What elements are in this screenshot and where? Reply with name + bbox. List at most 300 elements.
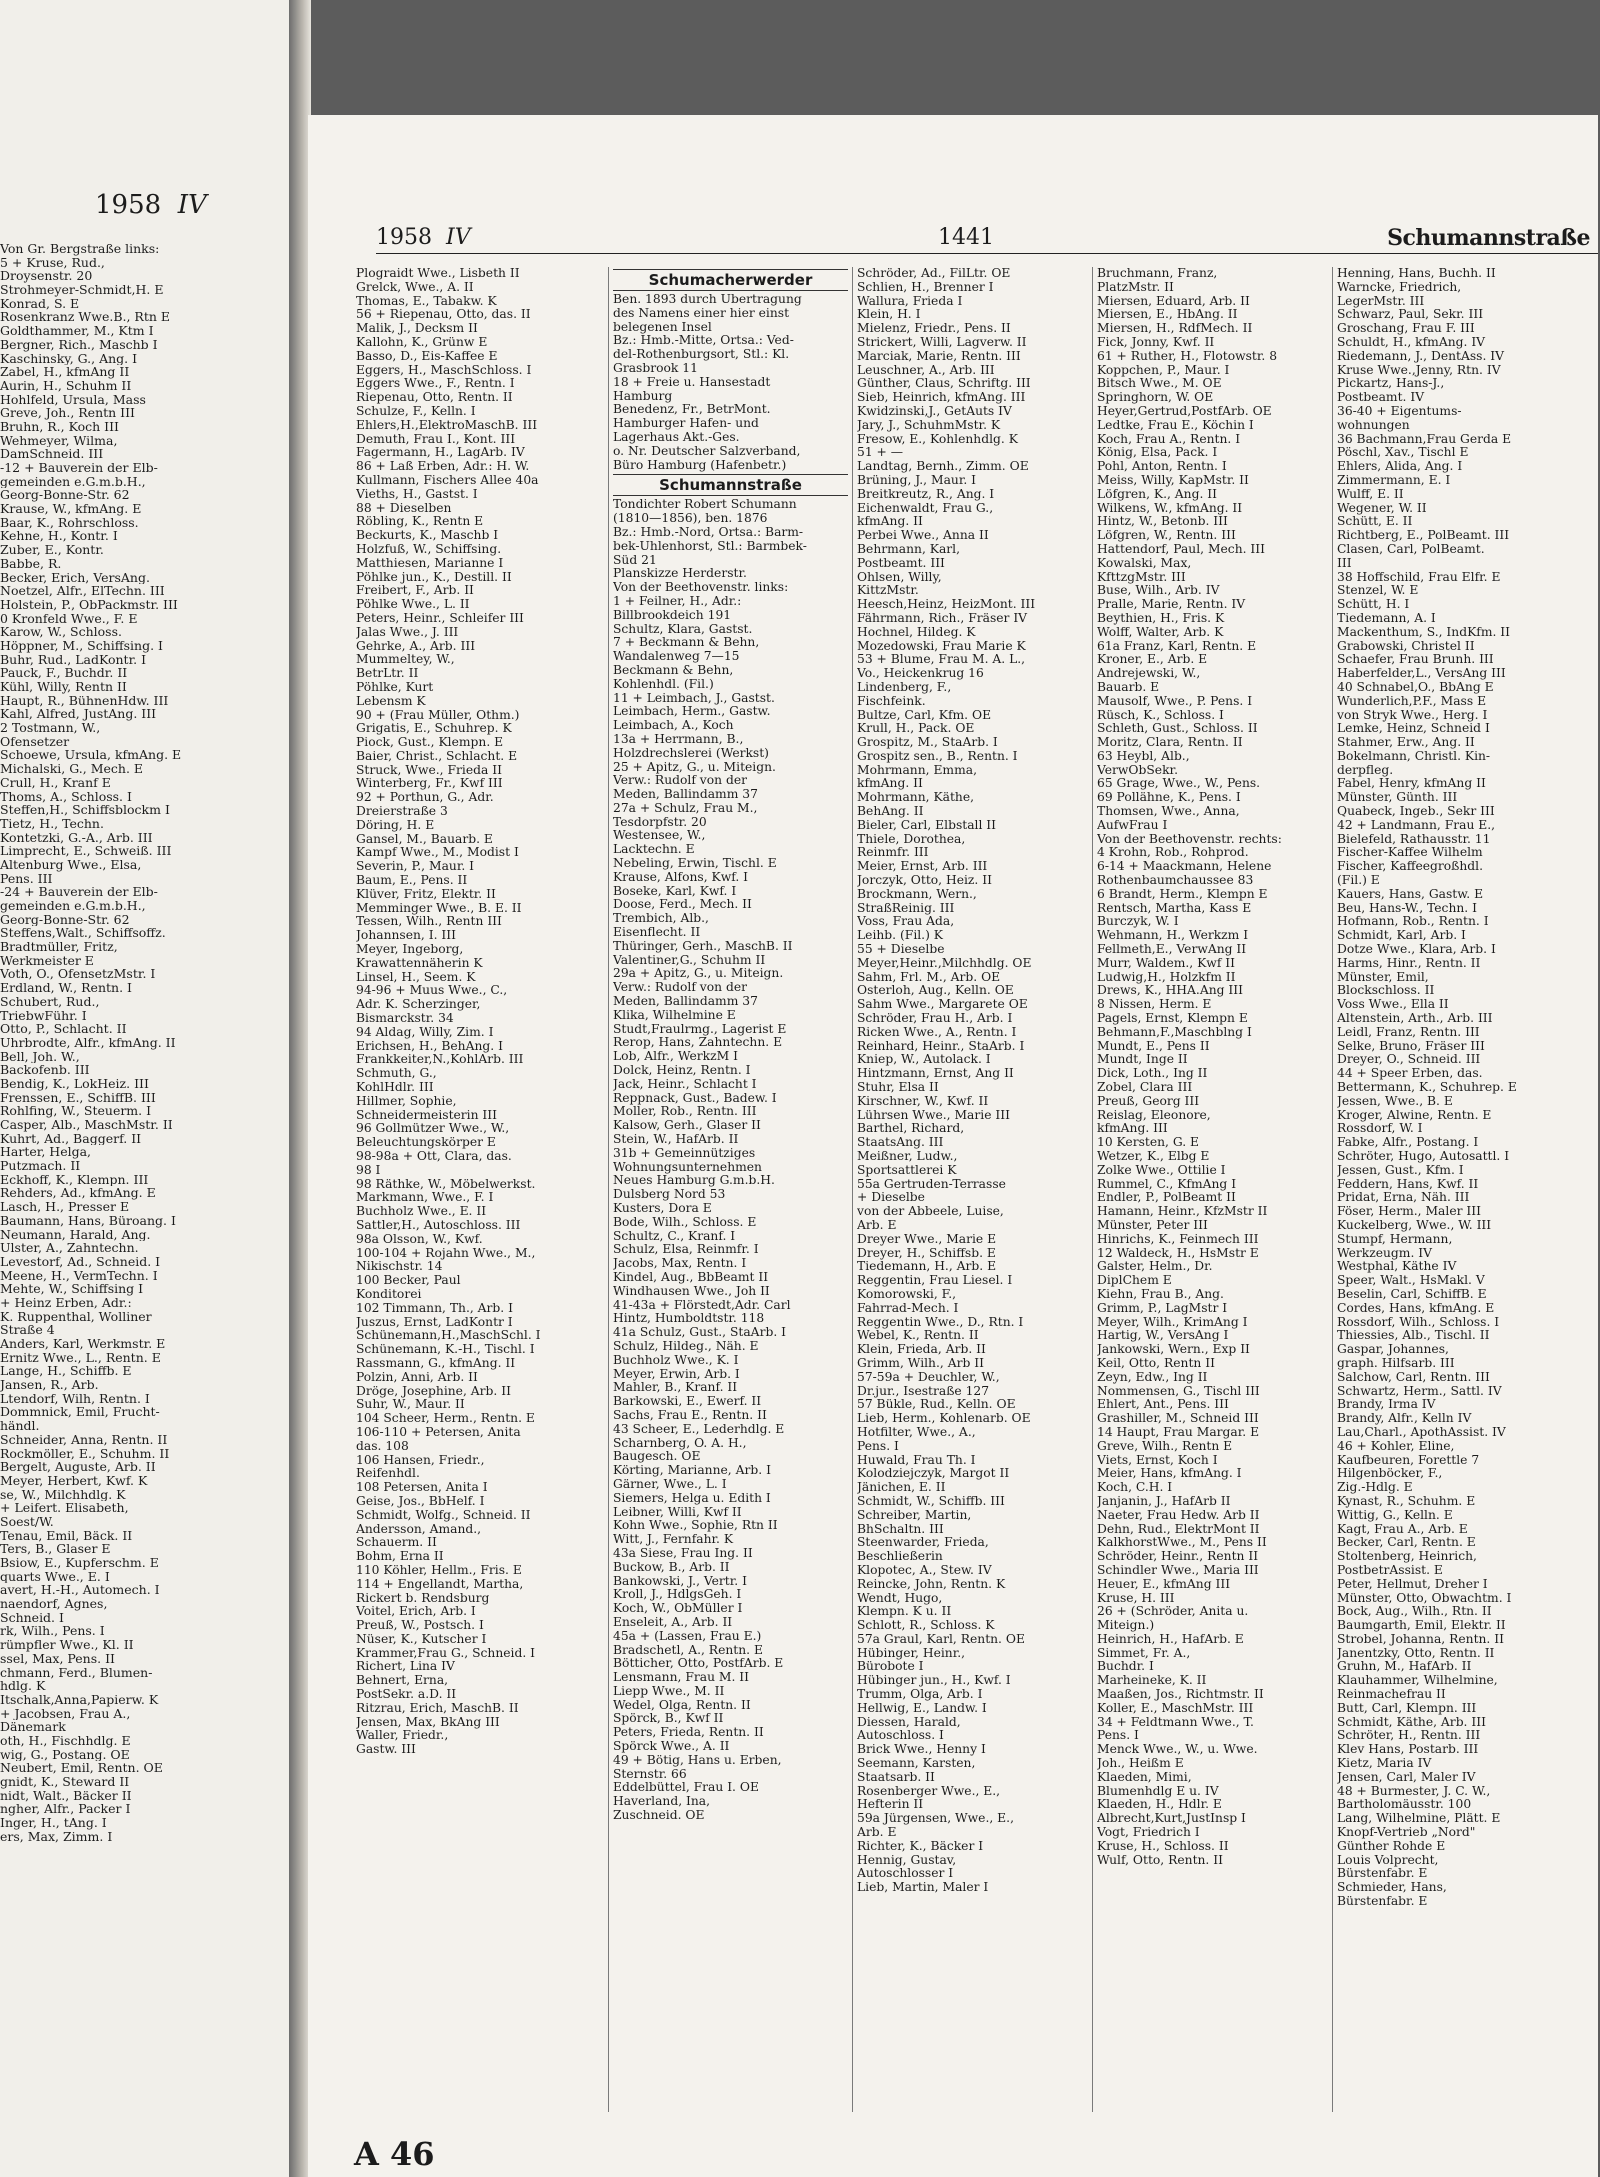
left-entry-line: Mehte, W., Schiffsing I	[0, 1282, 144, 1296]
left-entry-line: + Jacobsen, Frau A.,	[0, 1706, 131, 1721]
entry-line: Kusters, Dora E	[613, 1202, 712, 1215]
left-entry-line: Altenburg Wwe., Elsa,	[0, 857, 142, 872]
entry-line: Leimbach, Herm., Gastw.	[613, 705, 771, 719]
entry-line: Hamburg	[613, 389, 673, 403]
entry-line: Strobel, Johanna, Rentn. II	[1337, 1632, 1504, 1646]
entry-line: Lieb, Martin, Maler I	[857, 1881, 989, 1895]
entry-line: Rickert b. Rendsburg	[356, 1591, 490, 1605]
entry-line: Stuhr, Elsa II	[857, 1081, 939, 1095]
entry-line: Münster, Günth. III	[1337, 791, 1458, 805]
entry-line: Schmieder, Hans,	[1337, 1881, 1447, 1895]
entry-line: Kirschner, W., Kwf. II	[857, 1094, 989, 1108]
entry-line: Reinmachefrau II	[1337, 1688, 1446, 1702]
entry-line: Voss, Frau Ada,	[857, 915, 955, 929]
entry-line: Hillmer, Sophie,	[356, 1094, 457, 1108]
left-entry-line: Werkmeister E	[0, 953, 94, 968]
entry-line: kfmAng. III	[1097, 1122, 1168, 1136]
entry-line: Ohlsen, Willy,	[857, 570, 942, 584]
left-entry-line: Von Gr. Bergstraße links:	[0, 242, 160, 256]
entry-line: 106 Hansen, Friedr.,	[356, 1453, 485, 1467]
entry-line: Fahrrad-Mech. I	[857, 1301, 959, 1315]
entry-line: VerwObSekr.	[1097, 763, 1178, 777]
entry-line: Gaspar, Johannes,	[1337, 1343, 1449, 1357]
left-entry-line: Droysenstr. 20	[0, 269, 93, 284]
entry-line: Leihb. (Fil.) K	[857, 929, 943, 943]
page-footer-mark: A 46	[354, 2135, 435, 2173]
entry-line: 34 + Feldtmann Wwe., T.	[1097, 1715, 1254, 1729]
left-entry-line: Bradtmüller, Fritz,	[0, 940, 118, 954]
right-page-header	[376, 225, 1598, 254]
entry-line: Schröder, Ad., FilLtr. OE	[857, 267, 1011, 280]
entry-line: Feddern, Hans, Kwf. II	[1337, 1177, 1479, 1191]
entry-line: Ludwig,H., Holzkfm II	[1097, 970, 1236, 984]
entry-line: 110 Köhler, Hellm., Fris. E	[356, 1563, 522, 1577]
entry-line: Trumm, Olga, Arb. I	[857, 1688, 983, 1702]
entry-line: Fellmeth,E., VerwAng II	[1097, 943, 1247, 957]
entry-line: BehAng. II	[857, 805, 924, 819]
entry-line: 13a + Herrmann, B.,	[613, 732, 744, 746]
entry-line: Marheineke, K. II	[1097, 1674, 1207, 1688]
entry-line: Mohrmann, Emma,	[857, 763, 977, 777]
left-entry-line: 5 + Kruse, Rud.,	[0, 255, 105, 270]
entry-line: Siemers, Helga u. Edith I	[613, 1491, 771, 1505]
entry-line: Münster, Peter III	[1097, 1218, 1208, 1232]
entry-line: Hamburger Hafen- und	[613, 417, 759, 431]
entry-line: Greve, Wilh., Rentn E	[1097, 1439, 1233, 1453]
entry-line: 41-43a + Flörstedt,Adr. Carl	[613, 1298, 791, 1312]
left-entry-line: Itschalk,Anna,Papierw. K	[0, 1692, 159, 1707]
entry-line: PlatzMstr. II	[1097, 280, 1174, 294]
entry-line: Bokelmann, Christl. Kin-	[1337, 749, 1491, 763]
left-entry-line: TriebwFühr. I	[0, 1008, 87, 1023]
entry-line: Schmuth, G.,	[356, 1067, 437, 1081]
entry-line: Hintz, Humboldtstr. 118	[613, 1312, 765, 1326]
left-entry-line: Michalski, G., Mech. E	[0, 762, 144, 776]
entry-line: Memminger Wwe., B. E. II	[356, 901, 522, 915]
entry-line: Bradschetl, A., Rentn. E	[613, 1643, 763, 1657]
entry-line: Haberfelder,L., VersAng III	[1337, 667, 1506, 681]
entry-line: Kniep, W., Autolack. I	[857, 1053, 991, 1067]
entry-line: Grigatis, E., Schuhrep. K	[356, 722, 512, 736]
street-section-heading: Schumacherwerder	[613, 269, 848, 291]
entry-line: Reifenhdl.	[356, 1467, 420, 1481]
entry-line: Döring, H. E	[356, 818, 435, 832]
left-entry-line: Holstein, P., ObPackmstr. III	[0, 597, 178, 612]
left-entry-line: Becker, Erich, VersAng.	[0, 570, 150, 585]
entry-line: Heesch,Heinz, HeizMont. III	[857, 598, 1036, 612]
entry-line: Reincke, John, Rentn. K	[857, 1577, 1006, 1591]
entry-line: Wedel, Olga, Rentn. II	[613, 1698, 751, 1712]
entry-line: Voitel, Erich, Arb. I	[356, 1605, 476, 1619]
entry-line: KalkhorstWwe., M., Pens II	[1097, 1536, 1267, 1550]
entry-line: Heyer,Gertrud,PostfArb. OE	[1097, 404, 1272, 418]
entry-line: Dreyer, O., Schneid. III	[1337, 1053, 1481, 1067]
entry-line: 12 Waldeck, H., HsMstr E	[1097, 1246, 1259, 1260]
entry-line: Strickert, Willi, Lagverw. II	[857, 335, 1027, 349]
entry-line: Rossdorf, Wilh., Schloss. I	[1337, 1315, 1500, 1329]
entry-line: Wetzer, K., Elbg E	[1097, 1150, 1210, 1163]
entry-line: Albrecht,Kurt,JustInsp I	[1097, 1812, 1246, 1826]
entry-line: 92 + Porthun, G., Adr.	[356, 791, 494, 805]
left-entry-line: Buhr, Rud., LadKontr. I	[0, 652, 147, 667]
entry-line: Thiele, Dorothea,	[857, 832, 966, 846]
entry-line: Grasbrook 11	[613, 361, 698, 375]
left-entry-line: Greve, Joh., Rentn III	[0, 406, 135, 420]
entry-line: Andersson, Amand.,	[356, 1522, 482, 1536]
entry-line: Münster, Emil,	[1337, 970, 1429, 984]
entry-line: Viets, Ernst, Koch I	[1097, 1453, 1218, 1467]
entry-line: 88 + Dieselben	[356, 501, 452, 515]
left-entry-line: Inger, H., tAng. I	[0, 1816, 107, 1830]
entry-line: Kroner, E., Arb. E	[1097, 653, 1208, 667]
entry-line: Schindler Wwe., Maria III	[1097, 1563, 1259, 1577]
entry-line: Bz.: Hmb.-Nord, Ortsa.: Barm-	[613, 525, 804, 539]
left-entry-line: wig, G., Postang. OE	[0, 1747, 130, 1762]
left-entry-line: Rosenkranz Wwe.B., Rtn E	[0, 310, 171, 325]
left-entry-line: Rehders, Ad., kfmAng. E	[0, 1186, 156, 1201]
entry-line: Holzdrechslerei (Werkst)	[613, 746, 769, 760]
entry-line: Bz.: Hmb.-Mitte, Ortsa.: Ved-	[613, 334, 794, 348]
entry-line: Malik, J., Decksm II	[356, 322, 478, 336]
left-entry-line: Backofenb. III	[0, 1063, 90, 1077]
left-entry-line: Ernitz Wwe., L., Rentn. E	[0, 1350, 161, 1365]
entry-line: Zig.-Hdlg. E	[1337, 1481, 1413, 1495]
entry-line: Süd 21	[613, 553, 657, 567]
entry-line: Klempn. K u. II	[857, 1605, 952, 1619]
entry-line: Reinhard, Heinr., StaArb. I	[857, 1039, 1025, 1053]
entry-line: Miteign.)	[1097, 1619, 1155, 1633]
left-entry-line: oth, H., Fischhdlg. E	[0, 1733, 131, 1748]
entry-line: Rossdorf, W. I	[1337, 1122, 1423, 1136]
entry-line: 31b + Gemeinnütziges	[613, 1146, 756, 1160]
entry-line: Suhr, W., Maur. II	[356, 1398, 465, 1412]
entry-line: Klein, H. I	[857, 308, 921, 322]
entry-line: Kagt, Frau A., Arb. E	[1337, 1522, 1468, 1536]
entry-line: Gärner, Wwe., L. I	[613, 1477, 727, 1491]
entry-line: Wittig, G., Kelln. E	[1337, 1508, 1453, 1522]
entry-line: Kuckelberg, Wwe., W. III	[1337, 1218, 1492, 1232]
entry-line: Mohrmann, Käthe,	[857, 791, 975, 805]
entry-line: Werkzeugm. IV	[1337, 1246, 1433, 1260]
left-entry-line: Steffen,H., Schiffsblockm I	[0, 803, 170, 817]
entry-line: Mozedowski, Frau Marie K	[857, 639, 1026, 653]
entry-line: 100-104 + Rojahn Wwe., M.,	[356, 1246, 536, 1260]
entry-line: Ledtke, Frau E., Köchin I	[1097, 418, 1254, 432]
entry-line: LegerMstr. III	[1337, 294, 1425, 308]
entry-line: Schmidt, W., Schiffb. III	[857, 1494, 1005, 1508]
entry-line: 14 Haupt, Frau Margar. E	[1097, 1425, 1260, 1439]
entry-line: Hamann, Heinr., KfzMstr II	[1097, 1205, 1268, 1219]
entry-line: Bankowski, J., Vertr. I	[613, 1574, 747, 1588]
entry-line: 100 Becker, Paul	[356, 1274, 461, 1288]
entry-line: Meyer, Erwin, Arb. I	[613, 1367, 740, 1381]
entry-line: Schröder, Heinr., Rentn II	[1097, 1550, 1259, 1564]
entry-line: Wilkens, W., kfmAng. II	[1097, 501, 1243, 515]
entry-line: Verw.: Rudolf von der	[613, 981, 747, 995]
left-entry-line: Neubert, Emil, Rentn. OE	[0, 1761, 163, 1775]
entry-line: Springhorn, W. OE	[1097, 391, 1214, 405]
entry-line: Eggers, H., MaschSchloss. I	[356, 363, 532, 377]
entry-line: Hübinger, Heinr.,	[857, 1646, 966, 1660]
entry-line: Meden, Ballindamm 37	[613, 995, 758, 1009]
entry-line: Reppnack, Gust., Badew. I	[613, 1091, 777, 1105]
entry-line: Ben. 1893 durch Übertragung	[613, 293, 802, 306]
entry-line: Hennig, Gustav,	[857, 1853, 957, 1867]
entry-line: Klaeden, H., Hdlr. E	[1097, 1798, 1222, 1812]
entry-line: Markmann, Wwe., F. I	[356, 1191, 494, 1205]
entry-line: Körting, Marianne, Arb. I	[613, 1464, 771, 1478]
entry-line: Jensen, Carl, Maler IV	[1337, 1770, 1476, 1784]
entry-line: Moritz, Clara, Rentn. II	[1097, 736, 1243, 750]
entry-line: 114 + Engellandt, Martha,	[356, 1577, 524, 1591]
directory-column-2	[608, 267, 848, 2112]
entry-line: Lensmann, Frau M. II	[613, 1671, 750, 1685]
entry-line: Autoschlosser I	[857, 1867, 954, 1881]
entry-line: Struck, Wwe., Frieda II	[356, 763, 502, 777]
entry-line: Kaufbeuren, Forettle 7	[1337, 1453, 1480, 1467]
left-entry-line: Ofensetzer	[0, 734, 70, 749]
left-page-entries	[0, 242, 290, 1843]
entry-line: Jorczyk, Otto, Heiz. II	[857, 874, 992, 888]
entry-line: Staatsarb. II	[857, 1770, 935, 1784]
left-entry-line: Bergelt, Auguste, Arb. II	[0, 1460, 156, 1474]
page-number: 1441	[938, 225, 994, 250]
left-entry-line: Tenau, Emil, Bäck. II	[0, 1528, 133, 1543]
entry-line: Günther Rohde E	[1337, 1839, 1446, 1853]
entry-line: Thüringer, Gerh., MaschB. II	[613, 939, 793, 953]
entry-line: Winterberg, Fr., Kwf III	[356, 777, 503, 791]
left-entry-line: Levestorf, Ad., Schneid. I	[0, 1254, 161, 1269]
entry-line: Sachs, Frau E., Rentn. II	[613, 1408, 767, 1422]
entry-line: Harms, Hinr., Rentn. II	[1337, 956, 1481, 970]
left-entry-line: -24 + Bauverein der Elb-	[0, 885, 158, 899]
entry-line: Bitsch Wwe., M. OE	[1097, 377, 1222, 391]
entry-line: 57a Graul, Karl, Rentn. OE	[857, 1632, 1025, 1646]
entry-line: Altenstein, Arth., Arb. III	[1337, 1012, 1493, 1026]
entry-line: Andrejewski, W.,	[1097, 667, 1201, 681]
entry-line: 57 Bükle, Rud., Kelln. OE	[857, 1398, 1016, 1412]
entry-line: 46 + Kohler, Eline,	[1337, 1439, 1455, 1453]
entry-line: Bauarb. E	[1097, 680, 1160, 694]
entry-line: PostbetrAssist. E	[1337, 1563, 1443, 1577]
entry-line: Holzfuß, W., Schiffsing.	[356, 542, 502, 556]
entry-line: Dreyer, H., Schiffsb. E	[857, 1246, 996, 1260]
entry-line: Gehrke, A., Arb. III	[356, 639, 476, 653]
entry-line: Wegener, W. II	[1337, 501, 1427, 515]
entry-line: Linsel, H., Seem. K	[356, 970, 476, 984]
entry-line: Maaßen, Jos., Richtmstr. II	[1097, 1688, 1264, 1702]
entry-line: Sattler,H., Autoschloss. III	[356, 1218, 521, 1232]
entry-line: 36-40 + Eigentums-	[1337, 404, 1462, 418]
entry-line: Verw.: Rudolf von der	[613, 774, 747, 788]
left-entry-line: Höppner, M., Schiffsing. I	[0, 638, 163, 653]
entry-line: Meyer, Wilh., KrimAng I	[1097, 1315, 1248, 1329]
entry-line: Koch, C.H. I	[1097, 1481, 1173, 1495]
entry-line: Benedenz, Fr., BetrMont.	[613, 403, 771, 417]
entry-line: 98a Olsson, W., Kwf.	[356, 1232, 483, 1246]
entry-line: PostSekr. a.D. II	[356, 1688, 457, 1702]
left-page-year-volume: 1958 IV	[95, 190, 207, 220]
entry-line: Kroll, J., HdlgsGeh. I	[613, 1588, 742, 1602]
entry-line: Groschang, Frau F. III	[1337, 322, 1475, 336]
left-entry-line: Noetzel, Alfr., ElTechn. III	[0, 584, 165, 598]
entry-line: Klopotec, A., Stew. IV	[857, 1563, 992, 1577]
entry-line: Baugesch. OE	[613, 1450, 701, 1464]
entry-line: + Dieselbe	[857, 1191, 925, 1205]
entry-line: Westphal, Käthe IV	[1337, 1260, 1457, 1274]
entry-line: Büro Hamburg (Hafenbetr.)	[613, 458, 787, 472]
entry-line: Eisenflecht. II	[613, 926, 701, 940]
left-entry-line: Kaschinsky, G., Ang. I	[0, 351, 138, 366]
entry-line: Buchholz Wwe., E. II	[356, 1205, 487, 1219]
entry-line: Wohnungsunternehmen	[613, 1160, 762, 1174]
entry-line: Diessen, Harald,	[857, 1715, 961, 1729]
entry-line: Miersen, E., HbAng. II	[1097, 308, 1238, 322]
left-entry-line: Erdland, W., Rentn. I	[0, 981, 132, 995]
entry-line: Behmann,F.,Maschblng I	[1097, 1025, 1252, 1039]
entry-line: Leuschner, A., Arb. III	[857, 363, 995, 377]
entry-line: Bielefeld, Rathausstr. 11	[1337, 832, 1491, 846]
entry-line: Meiss, Willy, KapMstr. II	[1097, 473, 1249, 487]
entry-line: Simmet, Fr. A.,	[1097, 1646, 1191, 1660]
entry-line: Mundt, Inge II	[1097, 1053, 1188, 1067]
entry-line: Sieb, Heinrich, kfmAng. III	[857, 391, 1026, 405]
entry-line: Hochnel, Hildeg. K	[857, 625, 976, 639]
entry-line: Vogt, Friedrich I	[1097, 1826, 1200, 1840]
entry-line: Kynast, R., Schuhm. E	[1337, 1494, 1476, 1508]
entry-line: Arb. E	[857, 1826, 897, 1840]
left-entry-line: -12 + Bauverein der Elb-	[0, 461, 158, 475]
directory-column-4	[1092, 267, 1328, 2112]
entry-line: Reislag, Eleonore,	[1097, 1108, 1211, 1122]
entry-line: Rummel, C., KfmAng I	[1097, 1177, 1237, 1191]
left-entry-line: Krause, W., kfmAng. E	[0, 502, 142, 516]
left-entry-line: Pens. III	[0, 871, 53, 886]
entry-line: Heuer, E., kfmAng III	[1097, 1577, 1231, 1591]
entry-line: Schultz, Klara, Gastst.	[613, 622, 753, 636]
entry-line: Mahler, B., Kranf. II	[613, 1381, 738, 1395]
left-entry-line: naendorf, Agnes,	[0, 1597, 108, 1611]
entry-line: Von der Beethovenstr. links:	[613, 581, 789, 595]
left-entry-line: Limprecht, E., Schweiß. III	[0, 844, 172, 858]
left-entry-line: Goldthammer, M., Ktm I	[0, 324, 154, 338]
entry-line: Voss Wwe., Ella II	[1337, 998, 1449, 1012]
entry-line: Grelck, Wwe., A. II	[356, 280, 474, 294]
entry-line: Meyer,Heinr.,Milchhdlg. OE	[857, 956, 1032, 970]
entry-line: Miersen, H., RdfMech. II	[1097, 322, 1253, 336]
entry-line: Leimbach, A., Koch	[613, 719, 734, 733]
entry-line: Gansel, M., Bauarb. E	[356, 832, 493, 846]
left-entry-line: Bruhn, R., Koch III	[0, 419, 119, 434]
entry-line: Beckurts, K., Maschb I	[356, 529, 499, 543]
entry-line: Preuß, Georg III	[1097, 1094, 1200, 1108]
entry-line: Warncke, Friedrich,	[1337, 280, 1462, 294]
entry-line: Postbeamt. III	[857, 556, 945, 570]
entry-line: Juszus, Ernst, LadKontr I	[356, 1315, 513, 1329]
entry-line: Rerop, Hans, Zahntechn. E	[613, 1036, 783, 1050]
left-entry-line: Meyer, Herbert, Kwf. K	[0, 1473, 148, 1488]
entry-line: 42 + Landmann, Frau E.,	[1337, 818, 1496, 832]
left-entry-line: Kehne, H., Kontr. I	[0, 529, 118, 544]
entry-line: 10 Kersten, G. E	[1097, 1136, 1200, 1150]
entry-line: Dick, Loth., Ing II	[1097, 1067, 1208, 1081]
entry-line: Löfgren, W., Rentn. III	[1097, 529, 1236, 543]
entry-line: Lang, Wilhelmine, Plätt. E	[1337, 1812, 1501, 1826]
left-entry-line: Putzmach. II	[0, 1159, 81, 1173]
entry-line: Valentiner,G., Schuhm II	[613, 953, 766, 967]
entry-line: AufwFrau I	[1097, 818, 1168, 832]
entry-line: Krause, Alfons, Kwf. I	[613, 870, 749, 884]
left-entry-line: Haupt, R., BühnenHdw. III	[0, 693, 169, 708]
entry-line: Autoschloss. I	[857, 1729, 944, 1743]
entry-line: Barkowski, E., Ewerf. II	[613, 1395, 762, 1409]
entry-line: Dreierstraße 3	[356, 805, 448, 819]
directory-column-5	[1332, 267, 1594, 2112]
left-entry-line: gnidt, K., Steward II	[0, 1775, 130, 1789]
entry-line: Hofmann, Rob., Rentn. I	[1337, 915, 1489, 929]
entry-line: Konditorei	[356, 1287, 422, 1301]
left-entry-line: Aurin, H., Schuhm II	[0, 378, 132, 393]
entry-line: Pridat, Erna, Näh. III	[1337, 1191, 1470, 1205]
entry-line: Behrmann, Karl,	[857, 542, 960, 556]
left-entry-line: Babbe, R.	[0, 556, 62, 571]
entry-line: Neues Hamburg G.m.b.H.	[613, 1174, 775, 1188]
entry-line: KfttzgMstr. III	[1097, 570, 1186, 584]
entry-line: belegenen Insel	[613, 320, 712, 334]
entry-line: Tondichter Robert Schumann	[613, 498, 797, 512]
entry-line: Pöhlke Wwe., L. II	[356, 598, 470, 612]
left-entry-line: Uhrbrodte, Alfr., kfmAng. II	[0, 1035, 176, 1050]
entry-line: Galster, Helm., Dr.	[1097, 1260, 1213, 1274]
entry-line: Fabel, Henry, kfmAng II	[1337, 777, 1486, 791]
left-entry-line: Georg-Bonne-Str. 62	[0, 912, 130, 927]
entry-line: Arb. E	[857, 1218, 897, 1232]
left-entry-line: Kahl, Alfred, JustAng. III	[0, 707, 157, 722]
entry-line: Erichsen, H., BehAng. I	[356, 1039, 503, 1053]
entry-line: 59a Jürgensen, Wwe., E.,	[857, 1812, 1014, 1826]
entry-line: Grospitz, M., StaArb. I	[857, 736, 998, 750]
entry-line: Baier, Christ., Schlacht. E	[356, 749, 518, 763]
entry-line: Brandy, Alfr., Kelln IV	[1337, 1412, 1472, 1426]
entry-line: 36 Bachmann,Frau Gerda E	[1337, 432, 1512, 446]
left-entry-line: Casper, Alb., MaschMstr. II	[0, 1118, 173, 1132]
entry-line: Kruse, H., Schloss. II	[1097, 1839, 1229, 1853]
entry-line: Adr. K. Scherzinger,	[356, 998, 481, 1012]
entry-line: del-Rothenburgsort, Stl.: Kl.	[613, 348, 790, 362]
entry-line: Matthiesen, Marianne I	[356, 556, 504, 570]
entry-line: Zolke Wwe., Ottilie I	[1097, 1163, 1226, 1177]
entry-line: Schleth, Gust., Schloss. II	[1097, 722, 1258, 736]
entry-line: Meyer, Ingeborg,	[356, 943, 464, 957]
entry-line: Buchholz Wwe., K. I	[613, 1353, 739, 1367]
entry-line: 41a Schulz, Gust., StaArb. I	[613, 1326, 786, 1340]
left-entry-line: Georg-Bonne-Str. 62	[0, 488, 130, 503]
right-page	[308, 115, 1598, 2177]
left-entry-line: Zuber, E., Kontr.	[0, 543, 104, 557]
entry-line: Nüser, K., Kutscher I	[356, 1632, 487, 1646]
entry-line: 55 + Dieselbe	[857, 943, 945, 957]
entry-line: Kalsow, Gerh., Glaser II	[613, 1119, 761, 1133]
entry-line: Scharnberg, O. A. H.,	[613, 1436, 747, 1450]
entry-line: 65 Grage, Wwe., W., Pens.	[1097, 777, 1261, 791]
left-entry-line: 2 Tostmann, W.,	[0, 721, 101, 735]
entry-line: Sternstr. 66	[613, 1767, 687, 1781]
entry-line: Hattendorf, Paul, Mech. III	[1097, 542, 1266, 556]
entry-line: Mausolf, Wwe., P. Pens. I	[1097, 694, 1253, 708]
entry-line: Ritzrau, Erich, MaschB. II	[356, 1701, 519, 1715]
left-entry-line: Kuhrt, Ad., Baggerf. II	[0, 1131, 142, 1146]
entry-line: Richter, K., Bäcker I	[857, 1839, 984, 1853]
